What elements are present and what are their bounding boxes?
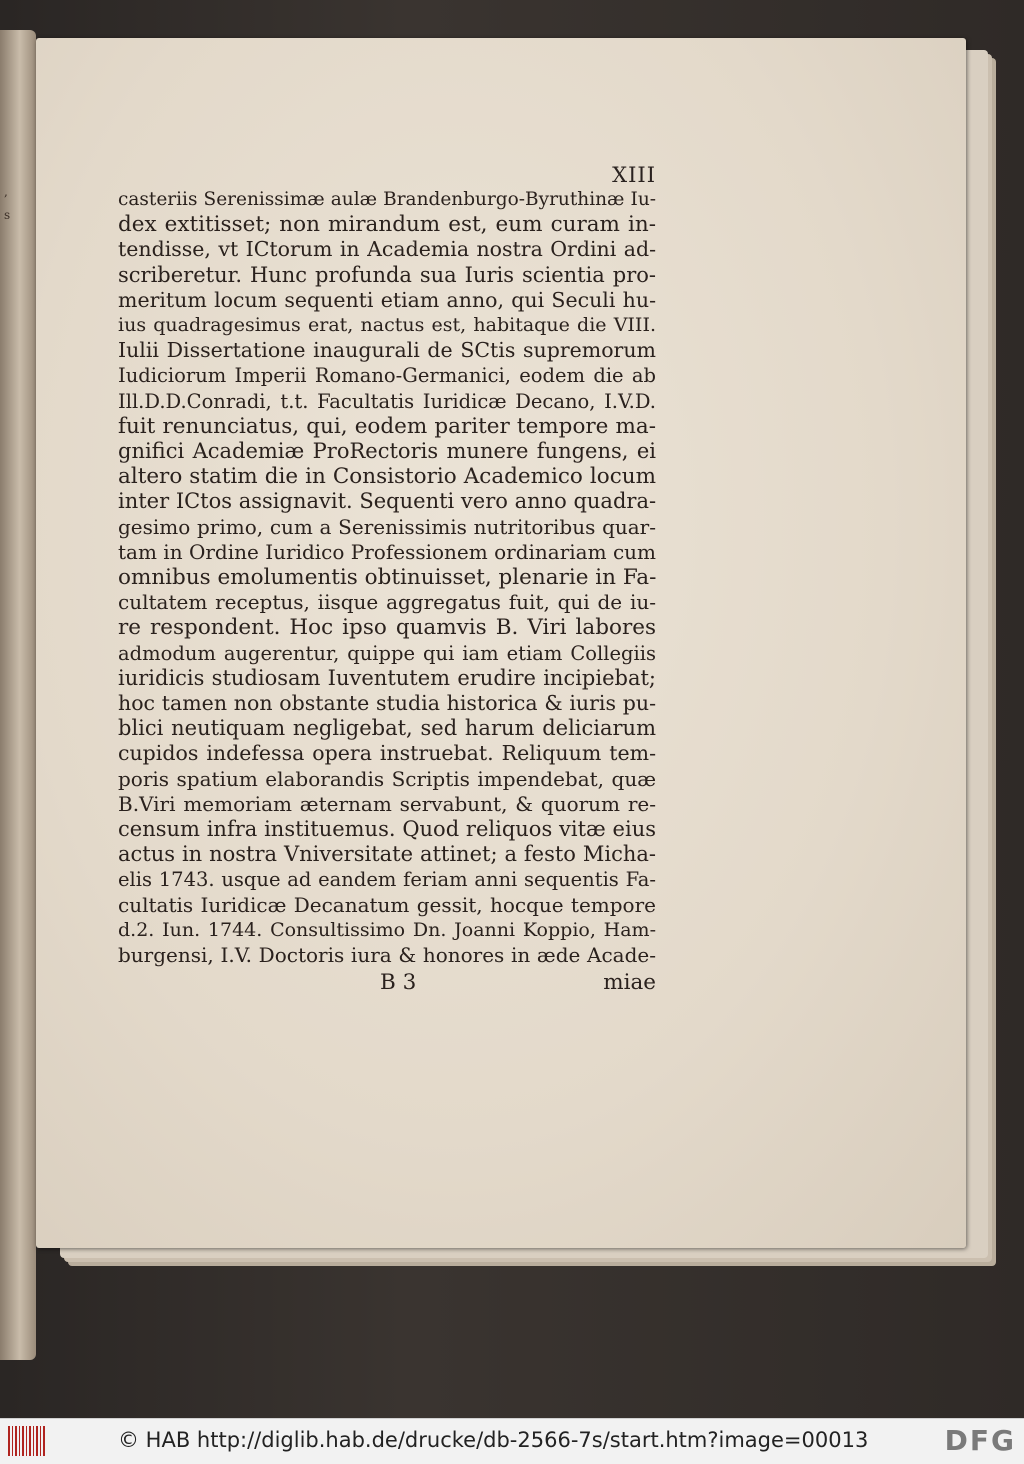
dfg-logo: DFG [944,1424,1016,1457]
text-line: Ill.D.D.Conradi, t.t. Facultatis Iuridicæ Decano, I.V.D. [118,389,656,413]
text-line: ius quadragesimus erat, nactus est, habitaque die VIII. [118,314,656,337]
text-line: casteriis Serenissimæ aulæ Brandenburgo-Byruthinæ Iu- [118,189,656,210]
text-line: scriberetur. Hunc profunda sua Iuris scientia pro- [118,262,656,287]
text-line: omnibus emolumentis obtinuisset, plenarie in Fa- [118,565,656,591]
catchword: miae [603,970,656,995]
text-line: gesimo primo, cum a Serenissimis nutritoribus quar- [118,514,656,539]
text-line: cupidos indefessa opera instruebat. Reliquum tem- [118,741,656,766]
text-line: Iulii Dissertatione inaugurali de SCtis supremorum [118,338,656,363]
source-credit-link[interactable]: © HAB http://diglib.hab.de/drucke/db-2566-7s/start.htm?image=00013 [118,1428,869,1452]
text-line: tam in Ordine Iuridico Professionem ordinariam cum [118,539,656,564]
text-line: burgensi, I.V. Doctoris iura & honores in æde Acade- [118,943,656,968]
text-line: meritum locum sequenti etiam anno, qui Seculi hu- [118,287,656,312]
text-line: gnifici Academiæ ProRectoris munere fungens, ei [118,439,656,464]
signature-mark: B 3 [380,970,417,995]
body-text [118,187,656,968]
text-line: elis 1743. usque ad eandem feriam anni sequentis Fa- [118,868,656,892]
text-line: admodum augerentur, quippe qui iam etiam Collegiis [118,641,656,665]
text-line: d.2. Iun. 1744. Consultissimo Dn. Joanni Koppio, Ham- [118,918,656,941]
text-line: dex extitisset; non mirandum est, eum curam in- [118,212,656,238]
text-line: hoc tamen non obstante studia historica & iuris pu- [118,691,656,716]
text-line: re respondent. Hoc ipso quamvis B. Viri labores [118,615,656,641]
text-line: inter ICtos assignavit. Sequenti vero anno quadra- [118,489,656,514]
barcode-icon [8,1426,46,1456]
viewer-footer [0,1418,1024,1464]
left-page-mark: , [4,185,8,199]
page-number: XIII [612,163,656,187]
text-line: altero statim die in Consistorio Academico locum [118,464,656,490]
text-line: iuridicis studiosam Iuventutem erudire incipiebat; [118,665,656,690]
text-line: cultatem receptus, iisque aggregatus fuit, qui de iu- [118,590,656,615]
left-page-mark: s [4,208,11,222]
catchline [118,970,656,996]
text-line: tendisse, vt ICtorum in Academia nostra Ordini ad- [118,237,656,262]
text-line: fuit renunciatus, qui, eodem pariter tempore ma- [118,413,656,439]
previous-page-edge [0,30,36,1360]
text-line: actus in nostra Vniversitate attinet; a festo Micha- [118,842,656,867]
text-line: blici neutiquam negligebat, sed harum deliciarum [118,716,656,741]
text-line: poris spatium elaborandis Scriptis impendebat, quæ [118,766,656,791]
text-line: B.Viri memoriam æternam servabunt, & quorum re- [118,791,656,816]
text-line: cultatis Iuridicæ Decanatum gessit, hocque tempore [118,892,656,917]
text-line: Iudiciorum Imperii Romano-Germanici, eodem die ab [118,364,656,388]
text-line: censum infra instituemus. Quod reliquos vitæ eius [118,817,656,842]
